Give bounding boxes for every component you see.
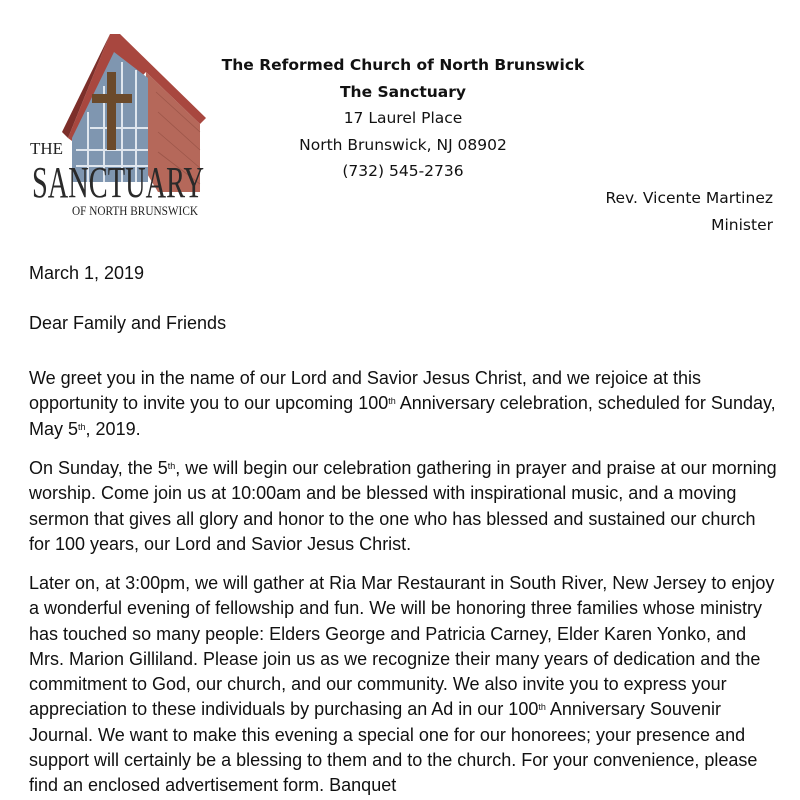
logo-text-the: THE: [30, 139, 64, 158]
paragraph-banquet: Later on, at 3:00pm, we will gather at Ria Mar Restaurant in South River, New Jersey to enjoy a wonderful evening of fellowship and fun. We will be honoring three families whose ministry has touched so many people: Elders George and Patricia Carney, Elder Karen Yonko, and Mrs. Marion Gilliland. Please join us as we recognize their many years of dedication and the commitment to God, our church, and our community. We also invite you to express your appreciation to these individuals by purchasing an Ad in our 100th Anniversary Souvenir Journal. We want to make this evening a special one for our honorees; your presence and support will certainly be a blessing to them and to the church. For your convenience, please find an enclosed advertisement form. Banquet: [29, 573, 775, 796]
salutation: Dear Family and Friends: [29, 313, 227, 333]
paragraph-invitation: We greet you in the name of our Lord and Savior Jesus Christ, and we rejoice at this opportunity to invite you to our upcoming 100th Anniversary celebration, scheduled for Sunday, May 5th, 2019.: [29, 368, 776, 439]
letter-date: March 1, 2019: [29, 263, 145, 283]
paragraph-morning-worship: On Sunday, the 5th, we will begin our celebration gathering in prayer and praise at our morning worship. Come join us at 10:00am and be blessed with inspirational music, and a moving sermon that gives all glory and honor to the one who has blessed and sustained our church for 100 years, our Lord and Savior Jesus Christ.: [29, 458, 777, 554]
phone-number: (732) 545-2736: [342, 162, 464, 181]
letterhead: [210, 52, 596, 185]
minister-name: Rev. Vicente Martinez: [605, 189, 773, 207]
minister-block: [605, 185, 773, 239]
logo-text-sanctuary: SANCTUARY: [32, 158, 204, 207]
street-address: 17 Laurel Place: [343, 109, 463, 128]
church-subtitle: The Sanctuary: [339, 82, 466, 101]
city-state-zip: North Brunswick, NJ 08902: [299, 135, 507, 154]
logo-text-location: OF NORTH BRUNSWICK: [72, 203, 199, 218]
church-name: The Reformed Church of North Brunswick: [221, 56, 585, 74]
minister-title: Minister: [711, 216, 773, 234]
church-logo: [28, 32, 210, 227]
